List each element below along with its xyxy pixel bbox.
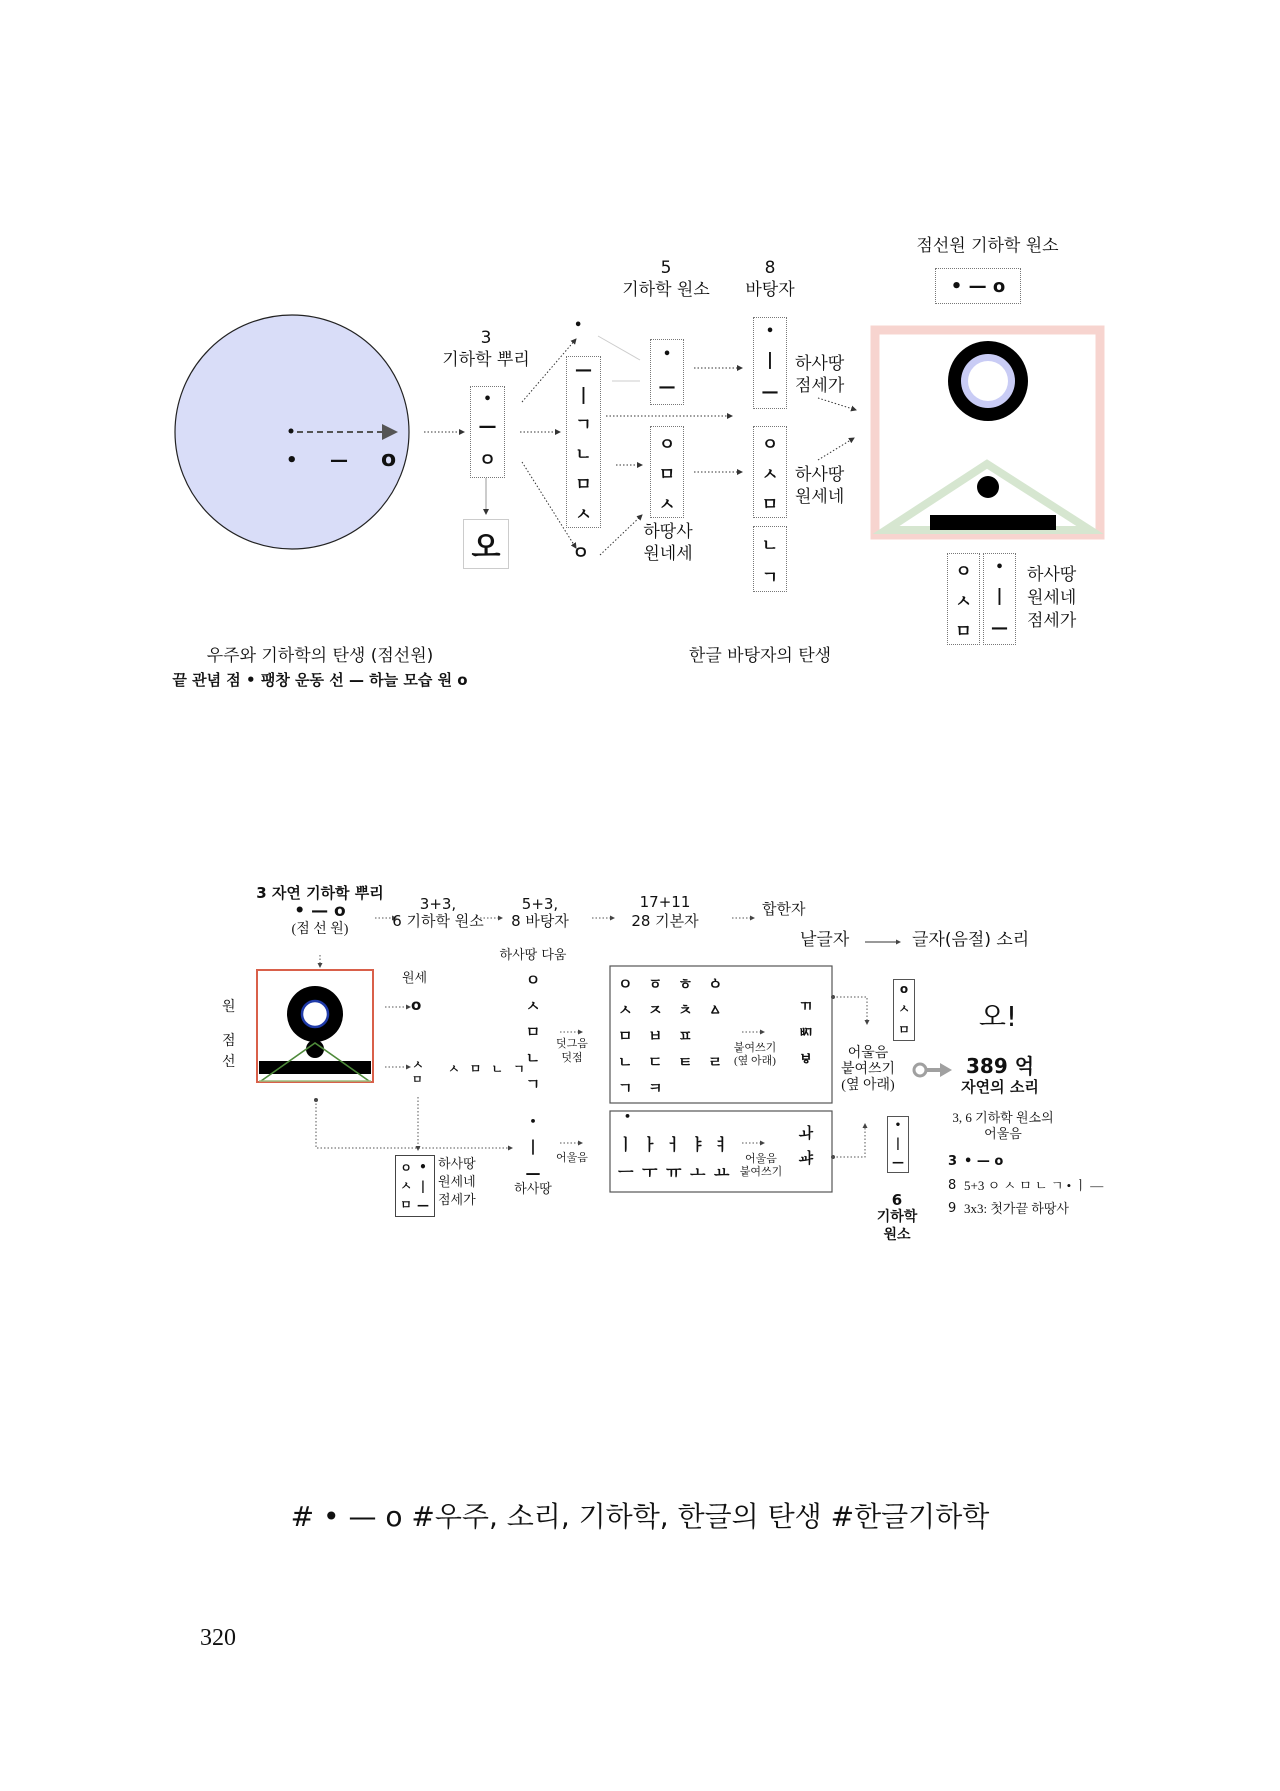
glyph: ㅁ xyxy=(658,464,676,485)
oh-result-box: 오 xyxy=(463,519,509,569)
grid-cell: ㄹ xyxy=(708,1052,723,1071)
glyph: • xyxy=(529,1114,537,1128)
hasa-bottom: 하사땅 xyxy=(514,1182,552,1197)
glyph: | xyxy=(580,384,587,405)
note-line-3-num: 9 xyxy=(948,1201,957,1216)
glyph: | xyxy=(766,350,774,371)
glyph: ㅇ xyxy=(658,434,676,455)
glyph: ㄲ xyxy=(798,996,814,1015)
glyph: ㆇ xyxy=(798,1149,814,1167)
grid-cell: ㄴ xyxy=(618,1052,633,1071)
note-line-1-text: • — o xyxy=(964,1154,1004,1169)
glyph: — xyxy=(525,1163,541,1182)
glyph: — xyxy=(658,376,676,397)
glyph: ㅇ xyxy=(400,1160,412,1175)
glyph: ㅸ xyxy=(798,1050,814,1069)
glyph: ㅅ xyxy=(400,1179,412,1194)
circle-line-glyph: — xyxy=(330,450,348,471)
grid-cell: ㅊ xyxy=(678,1000,693,1019)
glyph: • xyxy=(662,347,672,363)
arrow-glyph-s: ㅅ xyxy=(412,1058,424,1072)
circle-dot-glyph: • xyxy=(286,450,298,471)
osm-box xyxy=(893,979,915,1041)
eoul-side-3: (옆 아래) xyxy=(841,1078,895,1093)
page-number: 320 xyxy=(200,1625,236,1651)
grid-cell: ㅌ xyxy=(678,1052,693,1071)
grid-cell: ㄷ xyxy=(648,1052,663,1071)
glyph: — xyxy=(417,1197,429,1212)
glyph: ㅴ xyxy=(798,1023,814,1042)
stage-6-line1: 3+3, xyxy=(419,895,457,913)
circle-ring-glyph: o xyxy=(381,447,397,472)
frame-caption-3: 점세가 xyxy=(1027,611,1077,631)
element-title: 점선원 기하학 원소 xyxy=(916,236,1059,256)
note-line-2-num: 8 xyxy=(948,1178,957,1193)
glyph: ㅅ xyxy=(761,464,779,485)
note-line-3-text: 3x3: 첫가끝 하땅사 xyxy=(964,1201,1069,1216)
glyph: • xyxy=(894,1119,902,1131)
grid-cell: ㅋ xyxy=(648,1078,663,1097)
glyph: • xyxy=(483,391,492,407)
elements-caption-1: 하땅사 xyxy=(643,522,693,542)
eoul-side-2: 붙여쓰기 xyxy=(840,1062,896,1077)
eoul-label: 어울음 xyxy=(556,1152,588,1164)
stage-8-line2: 8 바탕자 xyxy=(511,912,569,930)
glyph: ㅜ xyxy=(642,1163,658,1182)
small-symbol-box xyxy=(395,1155,435,1217)
glyph: ㅅ xyxy=(658,494,676,515)
stage-hap: 합한자 xyxy=(762,900,806,918)
glyph: ㄴ xyxy=(761,535,779,556)
note-title-2: 어울음 xyxy=(984,1126,1022,1141)
glyph: — xyxy=(892,1155,904,1170)
glyph: | xyxy=(895,1135,901,1150)
glyph: ㅁ xyxy=(898,1023,910,1037)
base-middle-caption-1: 하사땅 xyxy=(795,465,845,485)
hashtags: # • — o #우주, 소리, 기하학, 한글의 탄생 #한글기하학 xyxy=(290,1500,990,1533)
frame-caption-2: 원세네 xyxy=(1027,588,1077,608)
glyph: ㅓ xyxy=(666,1135,682,1154)
elements-caption-2: 원네세 xyxy=(643,544,693,564)
base-count: 8 xyxy=(764,258,776,278)
natgeulja: 낱글자 xyxy=(800,930,850,950)
glyph: ㅁ xyxy=(400,1198,412,1213)
small-box-caption-2: 원세네 xyxy=(438,1175,476,1190)
hasa-vowel-column xyxy=(523,1110,543,1186)
arrow-glyph-m: ㅁ xyxy=(412,1073,423,1086)
glyph: • xyxy=(765,323,775,339)
base-middle-caption-2: 원세네 xyxy=(795,487,845,507)
elements-count: 5 xyxy=(660,258,672,278)
stage-8-line1: 5+3, xyxy=(521,895,559,913)
glyph: ㅠ xyxy=(666,1163,682,1182)
small-box-caption-1: 하사땅 xyxy=(438,1157,476,1172)
glyph: ㅁ xyxy=(955,621,972,642)
glyph: ㅑ xyxy=(690,1135,706,1154)
wonse-glyph: o xyxy=(411,996,422,1014)
root-title: 3 자연 기하학 뿌리 xyxy=(256,884,384,902)
glyph: • xyxy=(419,1160,427,1175)
grid-cell: ㅇ xyxy=(618,974,633,993)
billion-count: 389 억 xyxy=(965,1054,1035,1078)
glyph: o xyxy=(899,982,909,996)
glyph: ㄱ xyxy=(761,567,779,588)
split-circle: ㅇ xyxy=(572,543,590,564)
side-label-circle: 원 xyxy=(222,1000,236,1015)
glyph: ㄱ xyxy=(525,1074,541,1093)
glyph: ㅁ xyxy=(761,494,779,515)
grid-cell: ㅅ xyxy=(618,1000,633,1019)
root-count: 3 xyxy=(480,328,492,348)
six-caption-1: 6 xyxy=(891,1191,903,1209)
caption-universe-sub: 끝 관념 점 • 팽창 운동 선 — 하늘 모습 원 o xyxy=(172,671,468,689)
butyeo-2: (옆 아래) xyxy=(734,1055,776,1067)
grid-cell: ㅁ xyxy=(618,1026,633,1045)
element-glyph-box: • — o xyxy=(935,268,1021,304)
glyph: ㅁ xyxy=(525,1022,541,1041)
base-upper-caption-2: 점세가 xyxy=(795,376,845,396)
glyph: — xyxy=(478,415,497,437)
vowel-join-1: 어울음 xyxy=(745,1153,777,1165)
arrow-row: ㅅ ㅁ ㄴ ㄱ xyxy=(448,1062,528,1076)
vowel-row-2 xyxy=(618,1160,748,1183)
elements-label: 기하학 원소 xyxy=(622,280,710,300)
grid-cell: ㆁ xyxy=(708,974,723,993)
root-glyphs: • — o xyxy=(294,901,346,921)
grid-cell: ㄱ xyxy=(618,1078,633,1097)
hasa-title: 하사땅 다움 xyxy=(499,948,567,963)
glyph: ㄴ xyxy=(575,444,592,465)
frame-caption-1: 하사땅 xyxy=(1027,565,1077,585)
glyph: ㅏ xyxy=(642,1135,658,1154)
glyph: ㅅ xyxy=(525,996,541,1015)
note-line-1-num: 3 xyxy=(948,1154,958,1169)
glyph: | xyxy=(420,1178,426,1193)
root-sub: (점 선 원) xyxy=(291,922,349,937)
grid-cell: ㅍ xyxy=(678,1026,693,1045)
glyph: ㅅ xyxy=(955,591,972,612)
grid-cell: ㅂ xyxy=(648,1026,663,1045)
vowel-row xyxy=(618,1132,748,1155)
glyph: | xyxy=(530,1136,536,1155)
glyph: ㅇ xyxy=(761,434,779,455)
hasa-consonant-column xyxy=(523,966,543,1096)
six-caption-3: 원소 xyxy=(883,1227,911,1243)
glyph: • xyxy=(995,559,1004,575)
glyph: ㄴ xyxy=(525,1048,541,1067)
grid-cell: ㅿ xyxy=(708,1000,723,1019)
glyph: ㅛ xyxy=(714,1163,730,1182)
glyph: | xyxy=(996,586,1003,607)
split-dot: • xyxy=(574,318,583,333)
caption-universe-title: 우주와 기하학의 탄생 (점선원) xyxy=(206,646,434,666)
glyph: ㅅ xyxy=(575,504,592,525)
consonant-grid xyxy=(618,970,738,1100)
grid-cell: ㅈ xyxy=(648,1000,663,1019)
base-label: 바탕자 xyxy=(745,280,795,300)
glyph: ㅣ xyxy=(618,1135,634,1154)
base-upper-caption-1: 하사땅 xyxy=(795,354,845,374)
glyph: ㅅ xyxy=(898,1002,910,1016)
double-consonants xyxy=(796,992,816,1072)
root-label: 기하학 뿌리 xyxy=(442,350,530,370)
stage-6-line2: 6 기하학 원소 xyxy=(392,912,484,930)
side-label-line: 선 xyxy=(222,1055,236,1070)
grid-cell: ㆆ xyxy=(648,974,663,993)
vowel-join-2: 붙여쓰기 xyxy=(739,1166,783,1178)
glyph: — xyxy=(575,359,592,380)
stage-28-line2: 28 기본자 xyxy=(631,912,699,930)
glyph: ㅇ xyxy=(478,450,497,472)
side-label-dot: 점 xyxy=(222,1034,236,1049)
glyph: — xyxy=(991,618,1008,639)
glyph: — xyxy=(761,382,779,403)
glyph: ㅕ xyxy=(714,1135,730,1154)
vowel-top-dot: • xyxy=(624,1110,632,1123)
note-line-2-text: 5+3 ㅇ ㅅ ㅁ ㄴ ㄱ • ㅣ — xyxy=(964,1178,1104,1193)
caption-hangul-title: 한글 바탕자의 탄생 xyxy=(688,646,832,666)
glyph: ㅁ xyxy=(575,474,592,495)
glyph: ㅡ xyxy=(618,1163,634,1182)
glyph: ㅇ xyxy=(955,561,972,582)
glyph: ㅘ xyxy=(798,1124,814,1142)
note-title-1: 3, 6 기하학 원소의 xyxy=(952,1110,1054,1125)
eoul-side-1: 어울음 xyxy=(847,1046,889,1061)
glyph: ㄱ xyxy=(575,414,592,435)
oh-exclaim: 오! xyxy=(978,1000,1018,1033)
small-box-caption-3: 점세가 xyxy=(438,1193,476,1208)
grid-cell: ㅎ xyxy=(678,974,693,993)
compound-vowels xyxy=(794,1120,818,1170)
deotgeu-2: 덧점 xyxy=(561,1052,583,1064)
butyeo-1: 붙여쓰기 xyxy=(733,1042,777,1054)
syllable-sound: 글자(음절) 소리 xyxy=(912,930,1030,950)
six-element-box xyxy=(887,1116,909,1173)
glyph: ㅇ xyxy=(525,970,541,989)
deotgeu-1: 덧그음 xyxy=(556,1038,588,1050)
wonse-label: 원세 xyxy=(402,971,428,986)
glyph: ㅗ xyxy=(690,1163,706,1182)
stage-28-line1: 17+11 xyxy=(639,893,691,911)
six-caption-2: 기하학 xyxy=(876,1209,918,1225)
nature-sound: 자연의 소리 xyxy=(961,1078,1039,1096)
